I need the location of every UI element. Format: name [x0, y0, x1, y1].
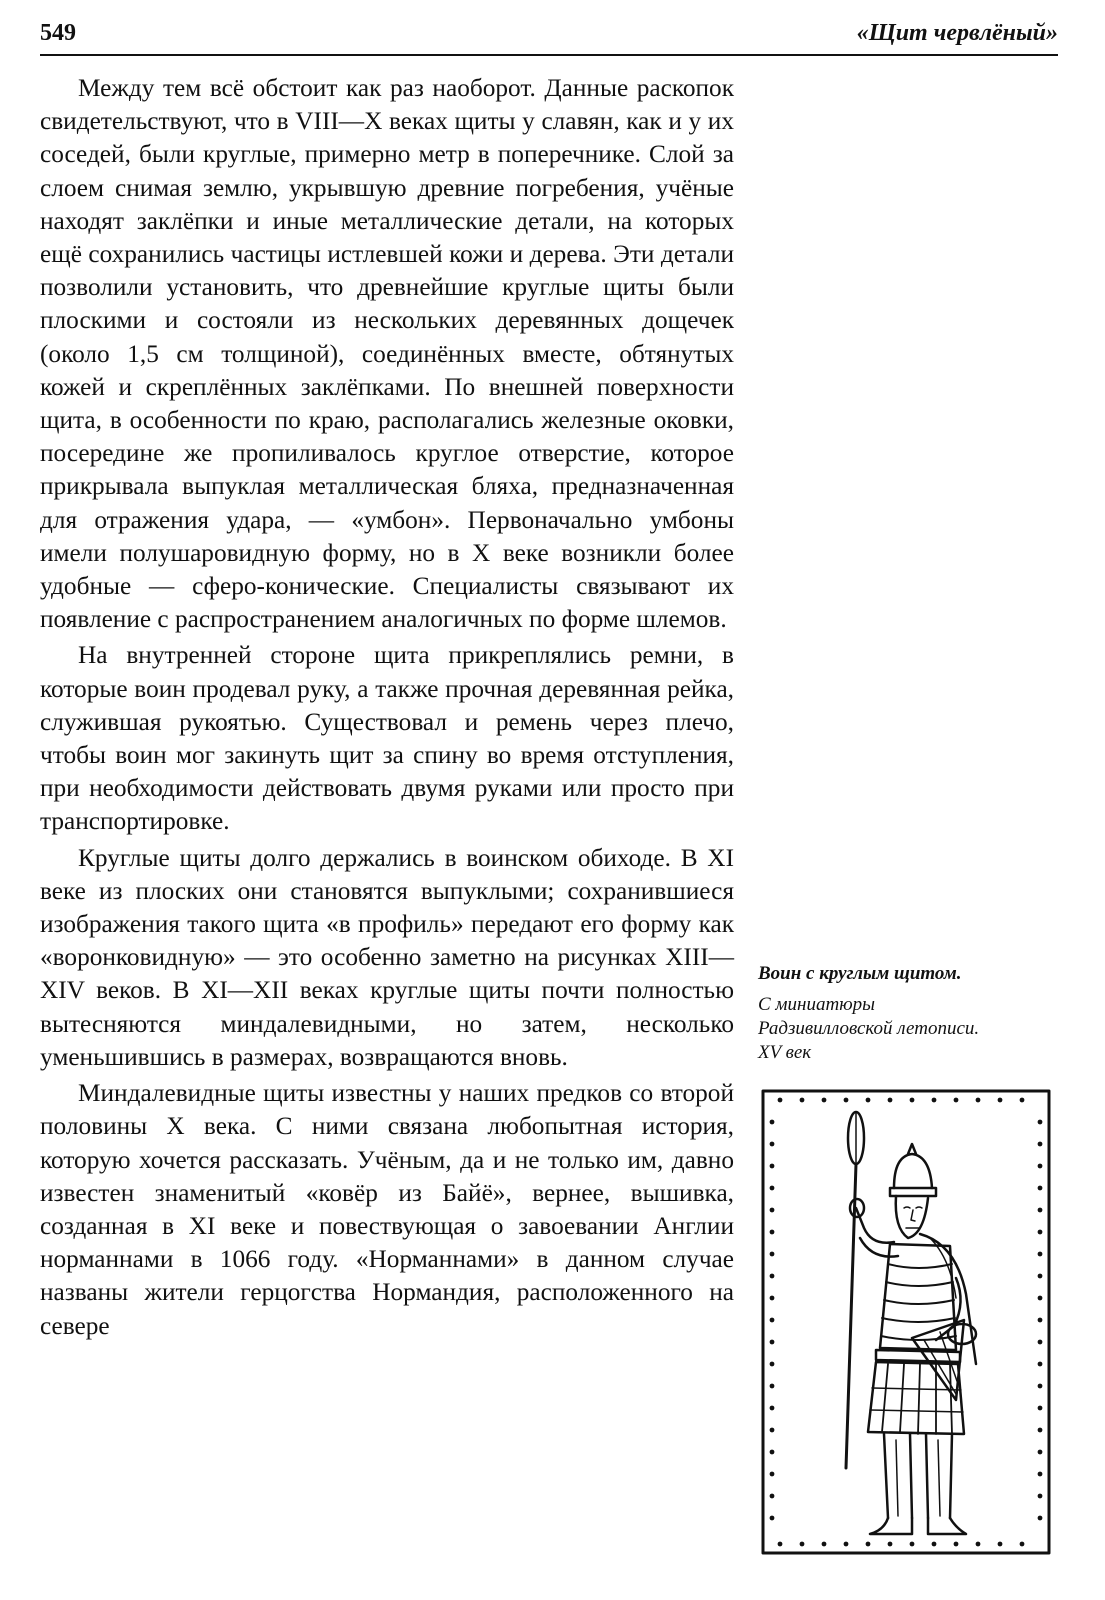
- paragraph-2: На внутренней стороне щита прикреплялись ремни, в которые воин продевал руку, а также прочная деревянная рейка, служившая рукоятью. Существовал и ремень через плечо, чтобы воин мог закинуть щит за спину во время отступления, при необходимости действовать двумя руками или просто при транспортировке.: [40, 641, 734, 836]
- frame-dot: [770, 1450, 775, 1455]
- frame-dot: [822, 1542, 827, 1547]
- frame-dot: [770, 1230, 775, 1235]
- frame-dot: [976, 1098, 981, 1103]
- frame-dot: [770, 1340, 775, 1345]
- caption-title: Воин с круглым щитом.: [758, 963, 962, 984]
- caption-source-line-3: XV век: [758, 1042, 812, 1063]
- frame-dot: [1038, 1274, 1043, 1279]
- warrior-with-round-shield-drawing: [760, 1088, 1052, 1556]
- frame-dot: [844, 1098, 849, 1103]
- frame-dot: [770, 1186, 775, 1191]
- frame-dot: [1038, 1340, 1043, 1345]
- frame-dot: [770, 1472, 775, 1477]
- frame-dot: [770, 1252, 775, 1257]
- frame-dot: [888, 1542, 893, 1547]
- frame-dot: [866, 1542, 871, 1547]
- frame-dot: [866, 1098, 871, 1103]
- frame-dot: [1020, 1098, 1025, 1103]
- frame-dot: [844, 1542, 849, 1547]
- frame-dot: [1038, 1362, 1043, 1367]
- paragraph-1: Между тем всё обстоит как раз наоборот. Данные раскопок свидетельствуют, что в VIII—X веках щиты у славян, как и у их соседей, были круглые, примерно метр в поперечнике. Слой за слоем снимая землю, укрывшую древние погребения, учёные находят заклёпки и иные металлические детали, на которых ещё сохранились частицы истлевшей кожи и дерева. Эти детали позволили установить, что древнейшие круглые щиты были плоскими и состояли из нескольких деревянных дощечек (около 1,5 см толщиной), соединённых вместе, обтянутых кожей и скреплённых заклёпками. По внешней поверхности щита, в особенности по краю, располагались железные оковки, посередине же пропиливалось круглое отверстие, которое прикрывала выпуклая металлическая бляха, предназначенная для отражения удара, — «умбон». Первоначально умбоны имели полушаровидную форму, но в X веке возникли более удобные — сферо-конические. Специалисты связывают их появление с распространением аналогичных по форме шлемов.: [40, 74, 734, 634]
- frame-dot: [822, 1098, 827, 1103]
- frame-dot: [976, 1542, 981, 1547]
- frame-dot: [770, 1428, 775, 1433]
- frame-dot: [998, 1542, 1003, 1547]
- frame-dot: [910, 1542, 915, 1547]
- frame-dot: [770, 1142, 775, 1147]
- frame-dot: [1038, 1296, 1043, 1301]
- frame-dot: [800, 1098, 805, 1103]
- paragraph-3: Круглые щиты долго держались в воинском обиходе. В XI веке из плоских они становятся выпуклыми; сохранившиеся изображения такого щита «в профиль» передают его форму как «воронковидную» — это особенно заметно на рисунках XIII—XIV веков. В XI—XII веках круглые щиты почти полностью вытесняются миндалевидными, но затем, несколько уменьшившись в размерах, возвращаются вновь.: [40, 843, 734, 1071]
- frame-dot: [770, 1318, 775, 1323]
- frame-dot: [770, 1208, 775, 1213]
- frame-dot: [954, 1542, 959, 1547]
- frame-dot: [1038, 1142, 1043, 1147]
- frame-dot: [1038, 1406, 1043, 1411]
- frame-dot: [932, 1098, 937, 1103]
- frame-dot: [1038, 1318, 1043, 1323]
- frame-dot: [1038, 1516, 1043, 1521]
- frame-dot: [932, 1542, 937, 1547]
- frame-dot: [770, 1120, 775, 1125]
- frame-dot: [1038, 1186, 1043, 1191]
- frame-dot: [1038, 1208, 1043, 1213]
- page-header: [40, 18, 1058, 56]
- running-title: «Щит червлёный»: [856, 20, 1058, 46]
- frame-dot: [778, 1098, 783, 1103]
- main-text: [40, 72, 734, 1343]
- frame-dot: [770, 1494, 775, 1499]
- frame-dot: [770, 1384, 775, 1389]
- frame-dot: [770, 1406, 775, 1411]
- frame-dot: [998, 1098, 1003, 1103]
- page-number: 549: [40, 20, 76, 46]
- frame-dot: [1038, 1428, 1043, 1433]
- warrior-illustration: [760, 1088, 1052, 1556]
- frame-dot: [1038, 1164, 1043, 1169]
- frame-dot: [1020, 1542, 1025, 1547]
- frame-dot: [800, 1542, 805, 1547]
- frame-dot: [954, 1098, 959, 1103]
- caption-source-line-1: С миниатюры: [758, 994, 875, 1015]
- frame-dot: [770, 1274, 775, 1279]
- paragraph-4: Миндалевидные щиты известны у наших предков со второй половины X века. С ними связана любопытная история, которую хочется рассказать. Учёным, да и не только им, давно известен знаменитый «ковёр из Байё», вернее, вышивка, созданная в XI веке и повествующая о завоевании Англии норманнами в 1066 году. «Норманнами» в данном случае названы жители герцогства Нормандия, расположенного на севере: [40, 1079, 734, 1340]
- frame-dot: [770, 1164, 775, 1169]
- figure-caption: [758, 962, 1058, 1065]
- frame-dot: [1038, 1252, 1043, 1257]
- frame-dot: [888, 1098, 893, 1103]
- frame-dot: [1038, 1230, 1043, 1235]
- frame-dot: [1038, 1450, 1043, 1455]
- frame-dot: [910, 1098, 915, 1103]
- frame-dot: [1038, 1472, 1043, 1477]
- frame-dot: [1038, 1120, 1043, 1125]
- caption-source-line-2: Радзивилловской летописи.: [758, 1018, 980, 1039]
- frame-dot: [770, 1362, 775, 1367]
- frame-dot: [778, 1542, 783, 1547]
- frame-dot: [1038, 1384, 1043, 1389]
- frame-dot: [1038, 1494, 1043, 1499]
- frame-dot: [770, 1516, 775, 1521]
- frame-dot: [770, 1296, 775, 1301]
